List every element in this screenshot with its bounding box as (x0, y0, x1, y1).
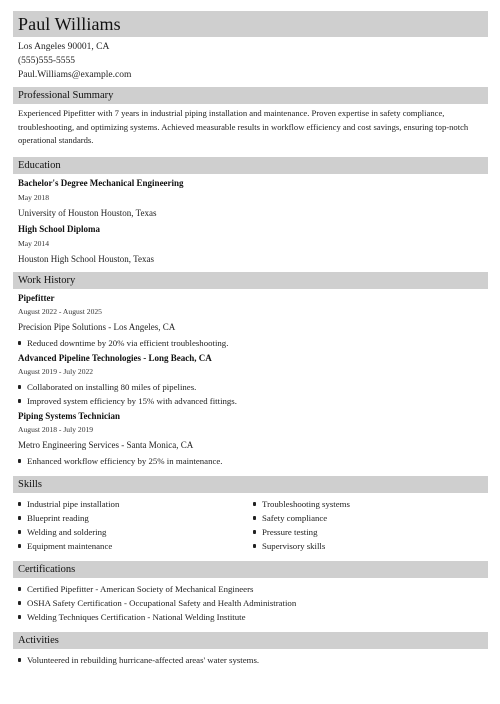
section-title-summary: Professional Summary (18, 90, 114, 101)
list-item: OSHA Safety Certification - Occupational Safety and Health Administration (18, 596, 488, 610)
bullet-icon (18, 516, 21, 520)
work-entry (18, 352, 488, 408)
bullet-icon (18, 502, 21, 506)
summary-block (13, 107, 488, 148)
activities-block (13, 653, 488, 667)
work-entry (18, 292, 488, 350)
bullet-icon (18, 341, 21, 345)
work-block (13, 292, 488, 468)
list-item: Certified Pipefitter - American Society of Mechanical Engineers (18, 582, 488, 596)
list-item: Safety compliance (253, 511, 488, 525)
list-item: Equipment maintenance (18, 539, 253, 553)
section-header-certifications (13, 561, 488, 578)
bullet-icon (253, 530, 256, 534)
work-entry (18, 410, 488, 468)
education-degree: Bachelor's Degree Mechanical Engineering (18, 178, 184, 189)
contact-address: Los Angeles 90001, CA (18, 42, 110, 52)
resume-page (13, 11, 488, 667)
list-item: Volunteered in rebuilding hurricane-affected areas' water systems. (18, 653, 488, 667)
job-bullets (18, 454, 488, 468)
certifications-block (13, 582, 488, 624)
job-dates: August 2019 - July 2022 (18, 367, 94, 377)
list-item: Supervisory skills (253, 539, 488, 553)
bullet-icon (18, 530, 21, 534)
bullet-icon (18, 385, 21, 389)
bullet-icon (253, 516, 256, 520)
job-title: Advanced Pipeline Technologies - Long Beach, CA (18, 353, 212, 364)
section-header-education (13, 157, 488, 174)
education-degree: High School Diploma (18, 224, 101, 235)
section-title-skills: Skills (18, 479, 42, 491)
list-item: Troubleshooting systems (253, 497, 488, 511)
bullet-icon (18, 459, 21, 463)
skills-list-right (253, 497, 488, 553)
section-title-activities: Activities (18, 635, 59, 647)
section-title-certifications: Certifications (18, 564, 76, 576)
candidate-name: Paul Williams (18, 13, 121, 34)
contact-email: Paul.Williams@example.com (18, 70, 132, 80)
skills-list-left (18, 497, 253, 553)
education-block (13, 177, 488, 266)
list-item: Improved system efficiency by 15% with advanced fittings. (18, 394, 488, 408)
bullet-icon (18, 587, 21, 591)
summary-text: Experienced Pipefitter with 7 years in industrial piping installation and maintenance. Proven expertise in safety compliance, troubleshooting, and optimizing systems. Achieved measurable results in workflow efficiency and cost savings, ensuring top-notch operational standards. (18, 108, 469, 146)
section-header-summary (13, 87, 488, 104)
job-bullets (18, 336, 488, 350)
bullet-icon (18, 399, 21, 403)
education-school: University of Houston Houston, Texas (18, 208, 157, 219)
job-dates: August 2018 - July 2019 (18, 425, 94, 435)
section-title-work: Work History (18, 275, 76, 287)
job-company: Precision Pipe Solutions - Los Angeles, CA (18, 322, 176, 333)
bullet-icon (18, 658, 21, 662)
job-title: Piping Systems Technician (18, 411, 121, 422)
list-item: Collaborated on installing 80 miles of pipelines. (18, 380, 488, 394)
bullet-icon (253, 544, 256, 548)
contact-block (13, 40, 488, 82)
bullet-icon (18, 544, 21, 548)
section-header-skills (13, 476, 488, 493)
list-item: Blueprint reading (18, 511, 253, 525)
activities-list (18, 653, 488, 667)
education-date: May 2014 (18, 239, 50, 249)
section-header-work (13, 272, 488, 289)
bullet-icon (253, 502, 256, 506)
education-entry (18, 223, 488, 266)
section-title-education: Education (18, 160, 61, 172)
section-header-activities (13, 632, 488, 649)
list-item: Welding Techniques Certification - National Welding Institute (18, 610, 488, 624)
job-dates: August 2022 - August 2025 (18, 307, 102, 317)
list-item: Enhanced workflow efficiency by 25% in maintenance. (18, 454, 488, 468)
education-school: Houston High School Houston, Texas (18, 254, 154, 265)
bullet-icon (18, 615, 21, 619)
skills-block (13, 497, 488, 553)
list-item: Industrial pipe installation (18, 497, 253, 511)
job-title: Pipefitter (18, 293, 55, 304)
list-item: Welding and soldering (18, 525, 253, 539)
education-entry (18, 177, 488, 220)
education-date: May 2018 (18, 193, 50, 203)
contact-phone: (555)555-5555 (18, 56, 75, 66)
name-header (13, 11, 488, 37)
job-bullets (18, 380, 488, 408)
bullet-icon (18, 601, 21, 605)
certifications-list (18, 582, 488, 624)
list-item: Pressure testing (253, 525, 488, 539)
list-item: Reduced downtime by 20% via efficient troubleshooting. (18, 336, 488, 350)
job-company: Metro Engineering Services - Santa Monica, CA (18, 440, 194, 451)
